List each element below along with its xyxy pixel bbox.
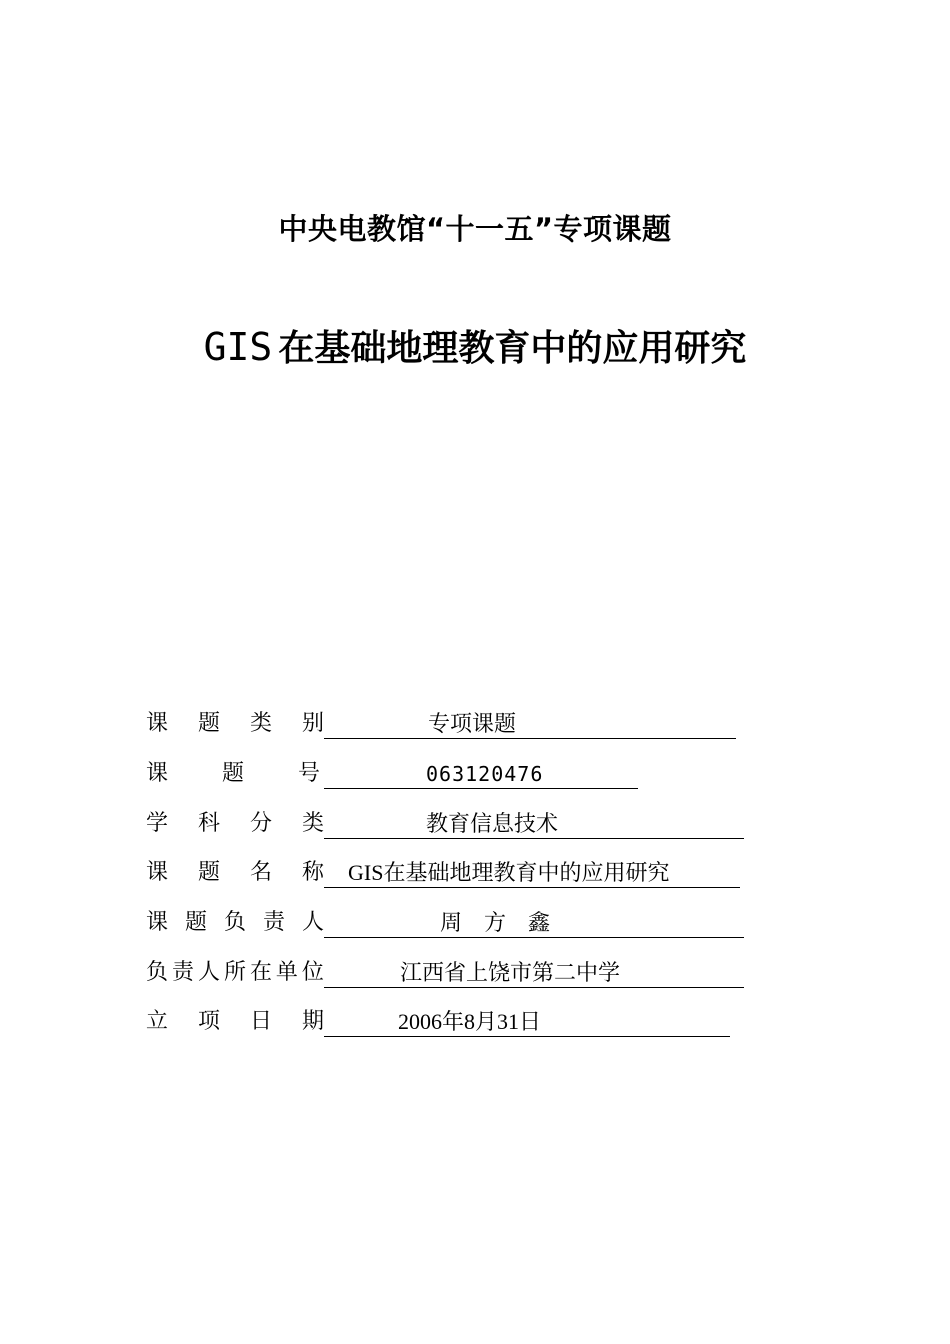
title-latin: GIS xyxy=(203,325,273,369)
value-project-leader: 周 方 鑫 xyxy=(440,910,551,935)
field-category xyxy=(324,708,736,739)
project-subtitle: 中央电教馆“十一五”专项课题 xyxy=(278,212,672,246)
field-project-name xyxy=(324,857,740,888)
field-project-leader xyxy=(324,907,744,938)
field-discipline xyxy=(324,808,744,839)
label-category: 课 题 类 别 xyxy=(146,711,324,736)
value-project-number: 063120476 xyxy=(426,762,544,786)
label-discipline: 学 科 分 类 xyxy=(146,811,324,836)
value-project-name: GIS在基础地理教育中的应用研究 xyxy=(348,860,670,885)
label-approval-date: 立 项 日 期 xyxy=(146,1009,324,1034)
label-project-number: 课 题 号 xyxy=(146,761,320,786)
value-category: 专项课题 xyxy=(428,711,517,736)
project-info-form xyxy=(146,0,766,1344)
field-leader-unit xyxy=(324,957,744,988)
label-leader-unit: 负 责 人 所 在 单 位 xyxy=(146,960,324,985)
field-approval-date xyxy=(324,1006,730,1037)
label-project-leader: 课 题 负 责 人 xyxy=(146,910,324,935)
label-project-name: 课 题 名 称 xyxy=(146,860,324,885)
value-discipline: 教育信息技术 xyxy=(426,811,559,836)
value-leader-unit: 江西省上饶市第二中学 xyxy=(400,960,621,985)
field-project-number xyxy=(324,758,638,789)
title-cjk: 在基础地理教育中的应用研究 xyxy=(278,328,747,369)
value-approval-date: 2006年8月31日 xyxy=(398,1009,542,1034)
